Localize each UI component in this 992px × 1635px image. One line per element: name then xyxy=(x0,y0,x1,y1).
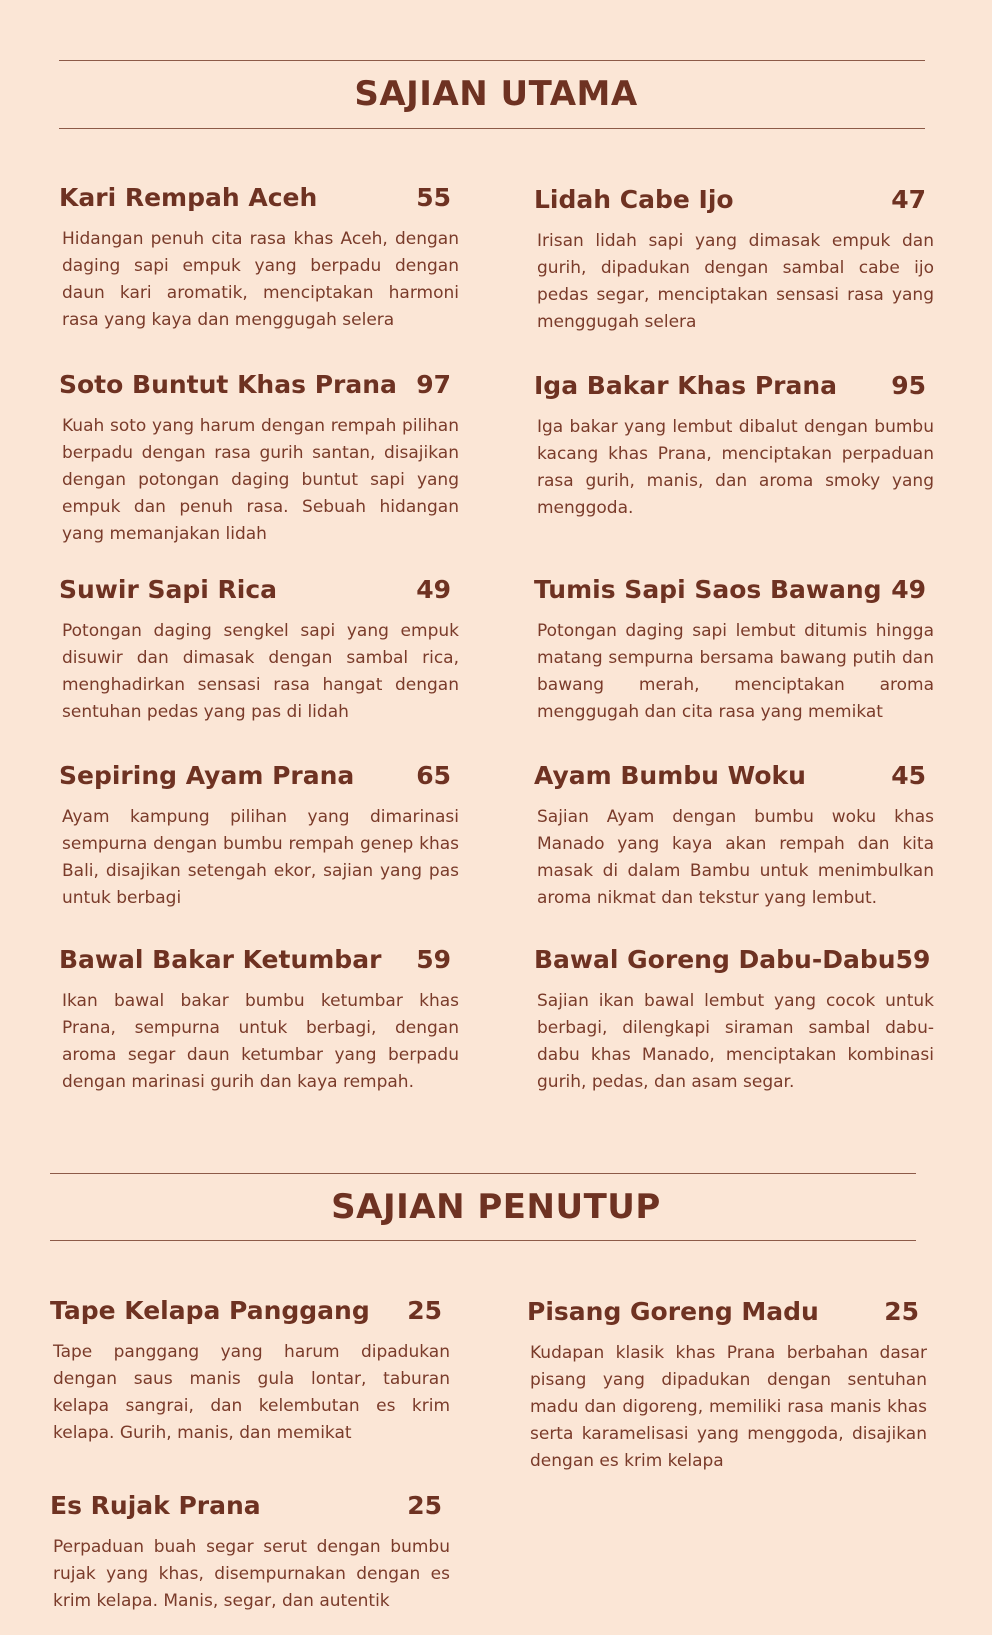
item-description: Sajian Ayam dengan bumbu woku khas Manado yang kaya akan rempah dan kita masak di dalam Bambu untuk menimbulkan aroma nikmat dan tekstur yang lembut. xyxy=(537,807,934,908)
item-description: Irisan lidah sapi yang dimasak empuk dan gurih, dipadukan dengan sambal cabe ijo pedas segar, menciptakan sensasi rasa yang menggugah selera xyxy=(537,231,934,332)
item-description: Ayam kampung pilihan yang dimarinasi sempurna dengan bumbu rempah genep khas Bali, disajikan setengah ekor, sajian yang pas untuk berbagi xyxy=(62,807,459,908)
menu-item-bawal-goreng xyxy=(534,944,934,1096)
menu-item-tape-kelapa xyxy=(50,1295,450,1447)
item-price: 55 xyxy=(416,183,451,212)
item-name: Ayam Bumbu Woku xyxy=(534,761,806,790)
item-description: Potongan daging sengkel sapi yang empuk disuwir dan dimasak dengan sambal rica, menghadirkan sensasi rasa hangat dengan sentuhan pedas yang pas di lidah xyxy=(62,621,459,722)
item-description: Perpaduan buah segar serut dengan bumbu rujak yang khas, disempurnakan dengan es krim kelapa. Manis, segar, dan autentik xyxy=(53,1537,450,1611)
item-name: Tape Kelapa Panggang xyxy=(50,1296,370,1325)
item-description: Kudapan klasik khas Prana berbahan dasar pisang yang dipadukan dengan sentuhan madu dan digoreng, memiliki rasa manis khas serta karamelisasi yang menggoda, disajikan dengan es krim kelapa xyxy=(530,1343,927,1471)
item-description: Tape panggang yang harum dipadukan dengan saus manis gula lontar, taburan kelapa sangrai, dan kelembutan es krim kelapa. Gurih, manis, dan memikat xyxy=(53,1342,450,1443)
menu-item-soto-buntut xyxy=(59,369,459,548)
item-price: 25 xyxy=(407,1491,442,1520)
menu-item-suwir-sapi-rica xyxy=(59,574,459,726)
item-name: Bawal Bakar Ketumbar xyxy=(59,945,382,974)
menu-item-bawal-bakar xyxy=(59,944,459,1096)
item-price: 95 xyxy=(891,371,926,400)
item-price: 25 xyxy=(884,1297,919,1326)
section-title-main: SAJIAN UTAMA xyxy=(354,74,638,114)
section-top-rule xyxy=(50,1173,916,1174)
item-price: 59 xyxy=(416,945,451,974)
item-name: Tumis Sapi Saos Bawang xyxy=(534,575,882,604)
item-price: 49 xyxy=(416,575,451,604)
item-price: 47 xyxy=(891,185,926,214)
menu-item-kari-rempah-aceh xyxy=(59,182,459,334)
item-price: 97 xyxy=(416,370,451,399)
menu-item-ayam-bumbu-woku xyxy=(534,760,934,912)
item-price: 49 xyxy=(891,575,926,604)
item-name: Suwir Sapi Rica xyxy=(59,575,278,604)
item-description: Hidangan penuh cita rasa khas Aceh, dengan daging sapi empuk yang berpadu dengan daun kari aromatik, menciptakan harmoni rasa yang kaya dan menggugah selera xyxy=(62,229,459,330)
item-price: 59 xyxy=(895,945,931,974)
item-description: Potongan daging sapi lembut ditumis hingga matang sempurna bersama bawang putih dan bawang merah, menciptakan aroma menggugah dan cita rasa yang memikat xyxy=(537,621,934,722)
item-name: Sepiring Ayam Prana xyxy=(59,761,355,790)
menu-item-lidah-cabe-ijo xyxy=(534,184,934,336)
item-description: Iga bakar yang lembut dibalut dengan bumbu kacang khas Prana, menciptakan perpaduan rasa gurih, manis, dan aroma smoky yang menggoda. xyxy=(537,417,934,518)
section-top-rule xyxy=(59,60,925,61)
item-price: 45 xyxy=(891,761,926,790)
section-bottom-rule xyxy=(50,1240,916,1241)
item-description: Sajian ikan bawal lembut yang cocok untuk berbagi, dilengkapi siraman sambal dabu-dabu khas Manado, menciptakan kombinasi gurih, pedas, dan asam segar. xyxy=(537,991,934,1092)
menu-item-tumis-sapi xyxy=(534,574,934,726)
menu-item-pisang-goreng xyxy=(527,1296,927,1475)
menu-item-iga-bakar xyxy=(534,370,934,522)
item-price: 65 xyxy=(416,761,451,790)
section-title-dessert: SAJIAN PENUTUP xyxy=(331,1187,661,1227)
item-name: Kari Rempah Aceh xyxy=(59,183,318,212)
item-price: 25 xyxy=(407,1296,442,1325)
item-name: Bawal Goreng Dabu-Dabu xyxy=(534,945,896,974)
menu-item-sepiring-ayam xyxy=(59,760,459,912)
item-name: Pisang Goreng Madu xyxy=(527,1297,819,1326)
menu-item-es-rujak xyxy=(50,1490,450,1615)
item-description: Kuah soto yang harum dengan rempah pilihan berpadu dengan rasa gurih santan, disajikan dengan potongan daging buntut sapi yang empuk dan penuh rasa. Sebuah hidangan yang memanjakan lidah xyxy=(62,416,459,544)
item-name: Lidah Cabe Ijo xyxy=(534,185,734,214)
item-name: Es Rujak Prana xyxy=(50,1491,261,1520)
item-name: Iga Bakar Khas Prana xyxy=(534,371,838,400)
item-description: Ikan bawal bakar bumbu ketumbar khas Prana, sempurna untuk berbagi, dengan aroma segar daun ketumbar yang berpadu dengan marinasi gurih dan kaya rempah. xyxy=(62,991,459,1092)
item-name: Soto Buntut Khas Prana xyxy=(59,370,397,399)
section-bottom-rule xyxy=(59,128,925,129)
